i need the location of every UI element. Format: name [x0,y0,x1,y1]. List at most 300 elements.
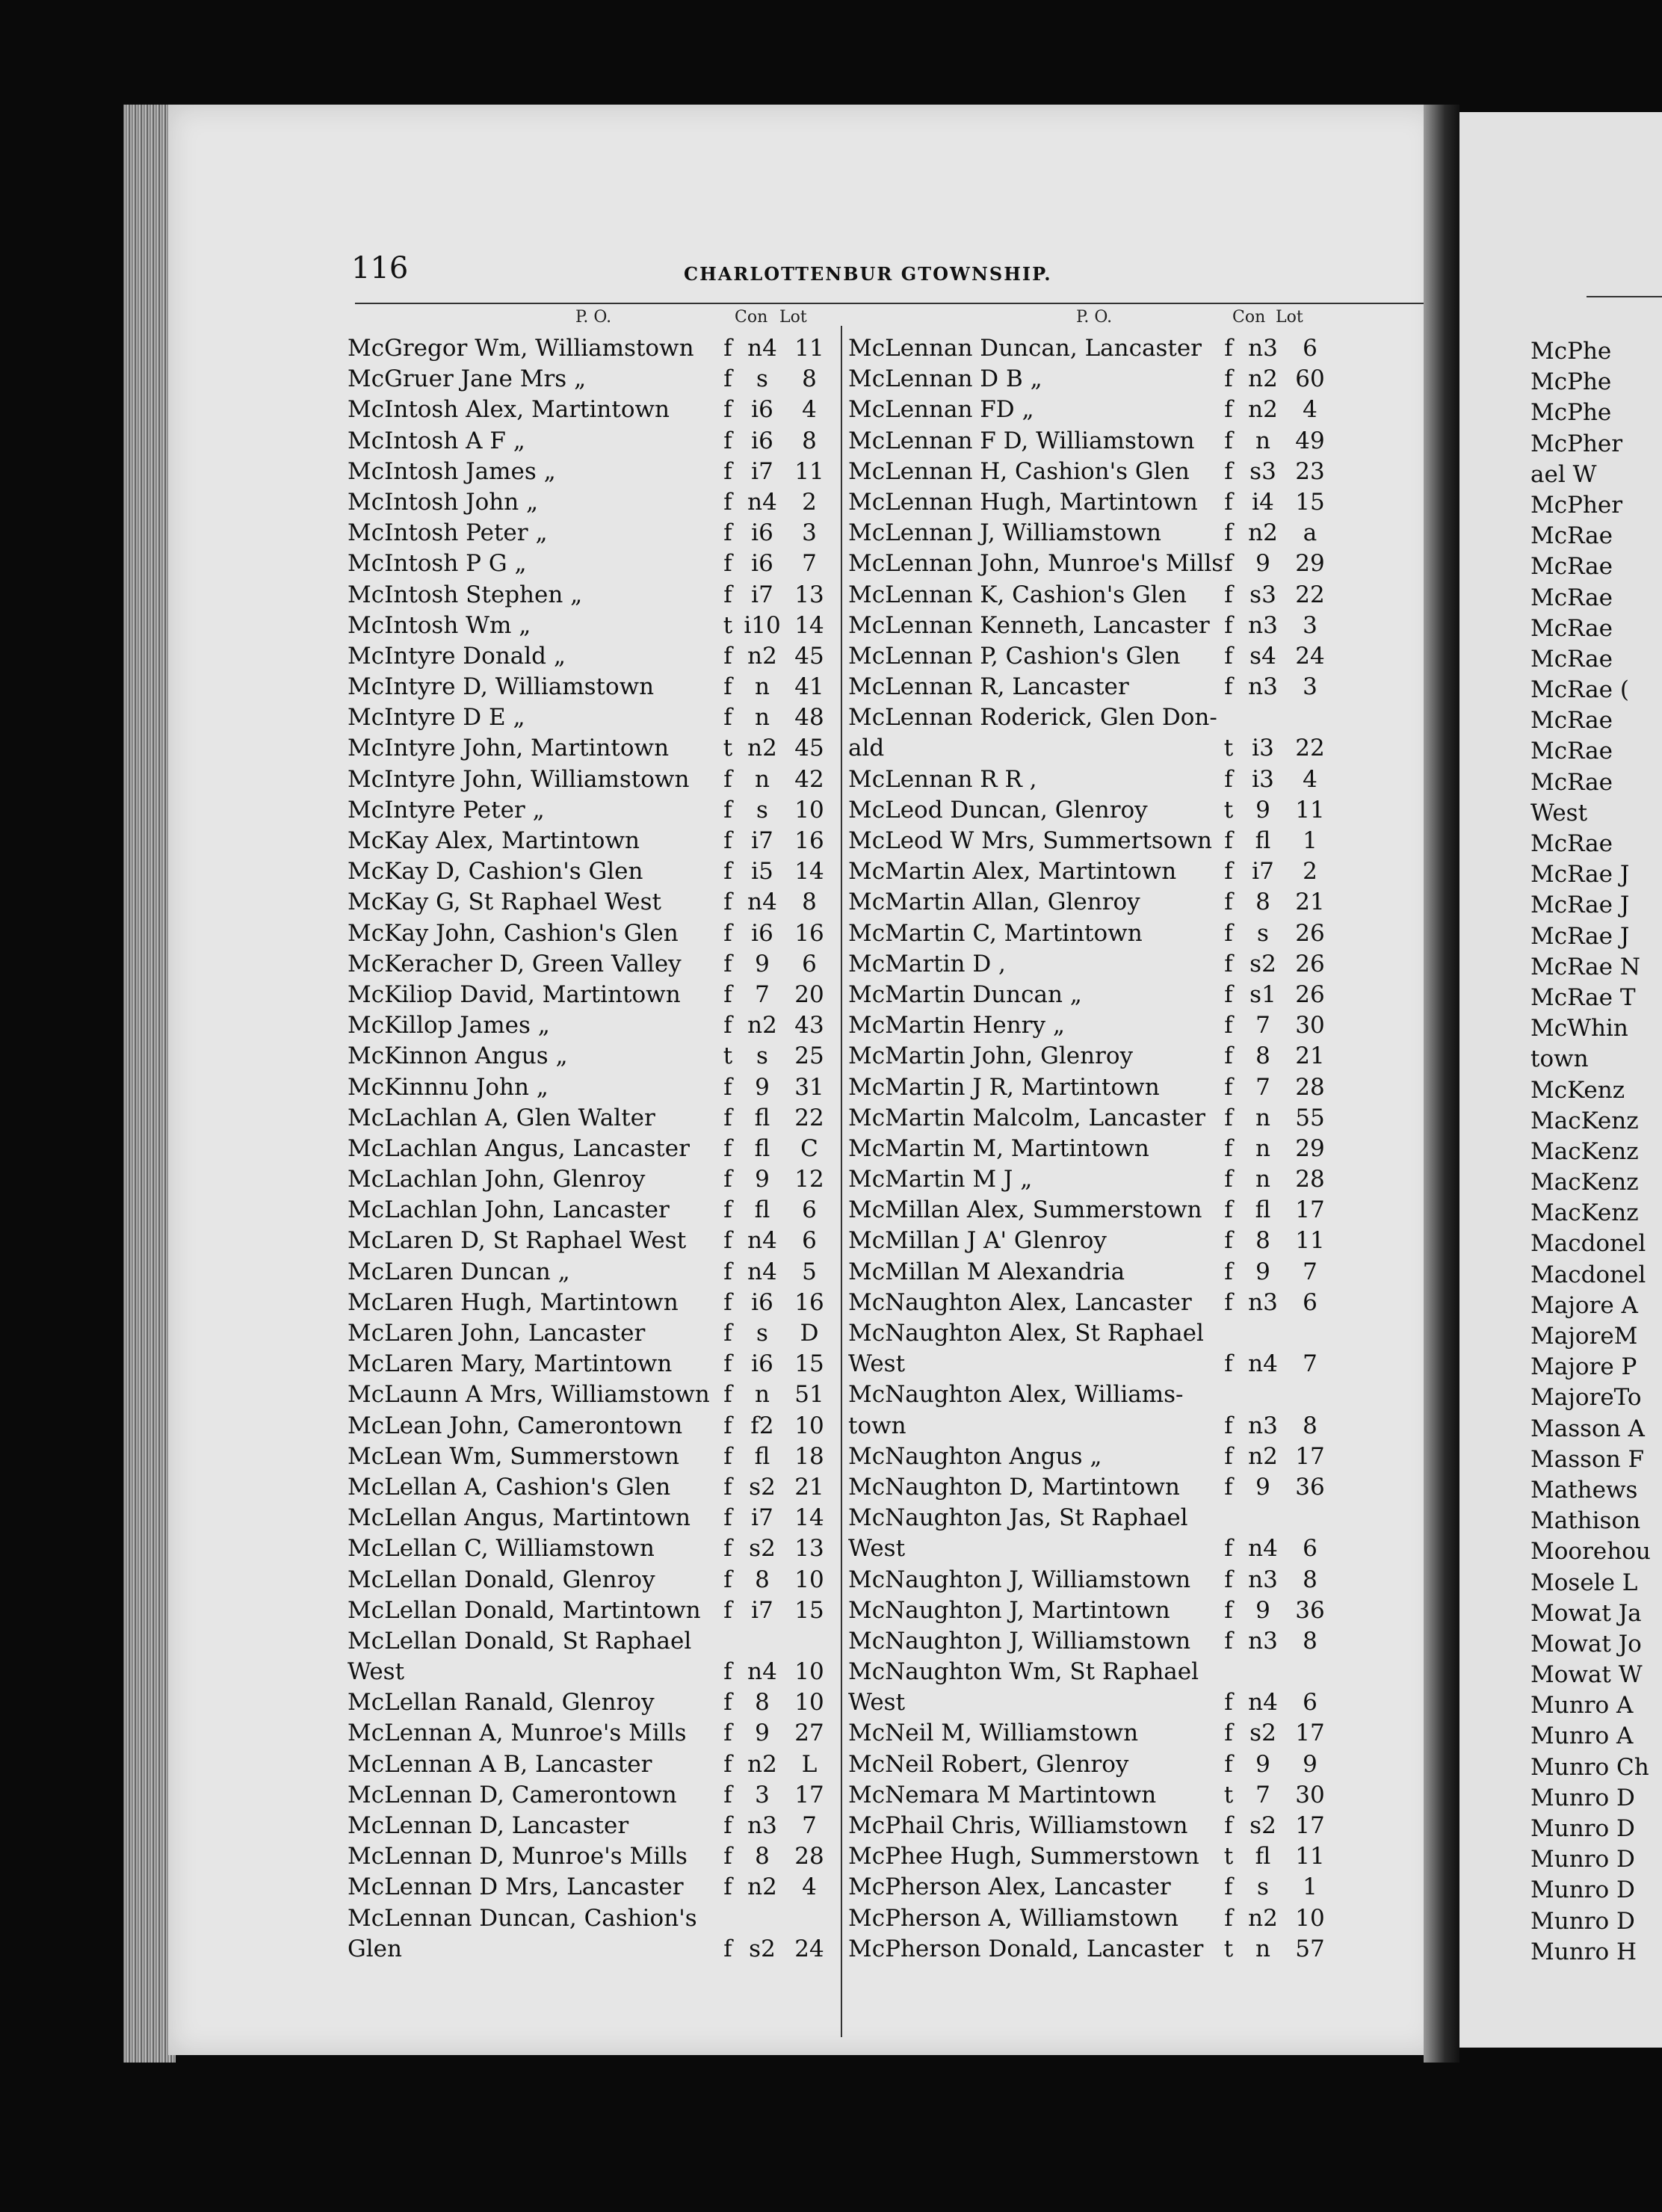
right-fragment-entry: Munro Ch [1530,1753,1649,1781]
entry-flag: f [1224,550,1233,578]
entry-flag: t [723,1042,733,1070]
entry-con: n2 [1248,519,1278,547]
entry-flag: f [723,1935,732,1962]
right-fragment-entry: McRae [1530,830,1613,857]
right-page-rule [1587,296,1662,297]
entry-lot: 4 [802,1873,817,1901]
entry-con: i7 [751,457,773,485]
entry-con: n3 [1248,611,1278,639]
entry-name: McIntosh P G „ [347,550,527,578]
entry-con: i6 [751,1288,773,1316]
entry-con: 7 [1255,1073,1270,1101]
right-fragment-entry: Munro D [1530,1815,1635,1842]
directory-entry [848,611,1334,641]
entry-name: McKay G, St Raphael West [347,889,662,916]
entry-name: McLennan A, Munroe's Mills [347,1720,687,1747]
entry-lot: 22 [794,1104,824,1131]
entry-name: McLennan FD „ [848,396,1034,424]
directory-entry [848,549,1334,579]
entry-flag: f [723,1473,732,1501]
entry-name: McMartin C, Martintown [848,919,1143,947]
entry-con: fl [1255,1843,1271,1870]
entry-flag: t [723,611,733,639]
entry-name: McIntosh James „ [347,457,556,485]
entry-flag: f [723,919,732,947]
entry-name: McGregor Wm, Williamstown [347,335,694,362]
entry-con: 8 [1255,889,1270,916]
entry-flag: f [723,335,732,362]
mid-col-header-lot: Lot [1276,308,1303,327]
entry-name: McLennan F D, Williamstown [848,427,1195,454]
entry-name: McLellan Angus, Martintown [347,1504,691,1532]
entry-con: i7 [751,581,773,608]
entry-flag: f [723,765,732,793]
directory-entry [347,733,833,764]
entry-flag: f [1224,980,1233,1008]
entry-name: McLaren Hugh, Martintown [347,1288,679,1316]
right-fragment-entry: town [1530,1045,1589,1073]
entry-name: Glen [347,1935,402,1962]
right-fragment-entry: McPhe [1530,338,1612,365]
directory-entry [848,457,1334,487]
entry-flag: f [723,1720,732,1747]
entry-name: McIntosh John „ [347,488,539,516]
entry-lot: 28 [1295,1073,1325,1101]
entry-lot: 7 [1303,1350,1317,1378]
entry-name: West [848,1535,906,1563]
entry-lot: 48 [794,704,824,732]
entry-name: McPherson Donald, Lancaster [848,1935,1204,1962]
directory-entry [347,856,833,887]
entry-lot: 17 [794,1781,824,1808]
entry-name: McLennan R, Lancaster [848,673,1129,701]
directory-entry [848,333,1334,364]
directory-entry [347,1164,833,1195]
entry-name: McKinnon Angus „ [347,1042,568,1070]
book-gutter [1424,105,1459,2063]
entry-flag: f [723,1227,732,1255]
entry-flag: f [723,396,732,424]
entry-con: n4 [747,488,777,516]
entry-flag: f [1224,1627,1233,1655]
entry-con: 8 [755,1566,770,1593]
entry-lot: 15 [794,1596,824,1624]
entry-con: n4 [747,1227,777,1255]
entry-flag: f [1224,1750,1233,1778]
entry-flag: f [1224,427,1233,454]
entry-lot: 7 [1303,1258,1317,1285]
entry-name: McIntyre John, Williamstown [347,765,690,793]
entry-lot: 14 [794,611,824,639]
entry-con: 9 [755,950,770,977]
entry-name: McLennan K, Cashion's Glen [848,581,1187,608]
entry-name: McLellan Donald, Glenroy [347,1566,655,1593]
directory-entry [848,1226,1334,1256]
directory-entry [347,1687,833,1718]
entry-lot: 16 [794,827,824,854]
entry-name: McLachlan Angus, Lancaster [347,1134,690,1162]
entry-con: n3 [1248,1288,1278,1316]
page-number: 116 [351,251,409,285]
right-fragment-entry: McRae [1530,584,1613,611]
entry-lot: 36 [1295,1596,1325,1624]
entry-con: n3 [1248,1627,1278,1655]
right-fragment-entry: Mowat W [1530,1661,1643,1689]
directory-entry [347,333,833,364]
entry-name: McKeracher D, Green Valley [347,950,682,977]
entry-flag: f [723,1288,732,1316]
right-fragment-entry: McRae J [1530,892,1630,919]
entry-con: s [756,1042,768,1070]
directory-entry [848,1318,1334,1349]
entry-lot: 4 [802,396,817,424]
entry-con: s2 [749,1535,776,1563]
directory-entry [848,856,1334,887]
entry-con: s [756,796,768,824]
entry-con: n4 [747,1258,777,1285]
entry-lot: 27 [794,1720,824,1747]
entry-name: McMartin Duncan „ [848,980,1082,1008]
directory-entry [848,764,1334,795]
directory-entry [848,795,1334,826]
entry-flag: f [1224,765,1233,793]
entry-name: McNaughton J, Williamstown [848,1566,1191,1593]
right-fragment-entry: Moorehou [1530,1538,1651,1566]
entry-name: McPherson A, Williamstown [848,1904,1178,1932]
entry-con: n2 [747,1012,777,1039]
entry-flag: f [1224,1042,1233,1070]
entry-flag: f [723,1596,732,1624]
right-fragment-entry: Majore P [1530,1353,1637,1381]
entry-flag: f [723,1442,732,1470]
right-fragment-entry: McRae [1530,553,1613,581]
directory-entry [848,364,1334,395]
entry-con: 8 [1255,1227,1270,1255]
entry-flag: t [1223,1843,1234,1870]
entry-lot: 21 [1295,889,1325,916]
entry-name: McLaren D, St Raphael West [347,1227,687,1255]
header-rule [355,303,1468,304]
directory-entry [848,1565,1334,1595]
entry-con: i7 [751,1504,773,1532]
entry-lot: 26 [1295,980,1325,1008]
right-column [1459,336,1651,1968]
entry-lot: 10 [794,1412,824,1439]
directory-entry [347,364,833,395]
entry-lot: 7 [802,1812,817,1839]
entry-con: n4 [1248,1689,1278,1717]
entry-con: fl [754,1196,770,1224]
entry-con: i6 [751,550,773,578]
entry-flag: f [723,796,732,824]
directory-entry [848,980,1334,1010]
entry-lot: 15 [794,1350,824,1378]
directory-entry [347,1349,833,1380]
entry-name: McPhee Hugh, Summerstown [848,1843,1199,1870]
entry-lot: 2 [1303,858,1317,886]
entry-con: i6 [751,1350,773,1378]
entry-con: fl [1255,1196,1271,1224]
entry-lot: 7 [802,550,817,578]
entry-lot: 45 [794,642,824,670]
entry-lot: 21 [1295,1042,1325,1070]
entry-lot: 3 [1303,611,1317,639]
entry-flag: f [1224,611,1233,639]
entry-flag: f [1224,1350,1233,1378]
directory-entry [848,1288,1334,1318]
right-fragment-entry: Mathews [1530,1476,1638,1504]
entry-con: n2 [1248,1904,1278,1932]
entry-con: n [1255,1104,1270,1131]
entry-con: n4 [1248,1535,1278,1563]
directory-entry [347,426,833,457]
entry-lot: 6 [1303,1689,1317,1717]
entry-lot: 4 [1303,396,1317,424]
entry-name: McMartin D , [848,950,1006,977]
directory-entry [347,580,833,611]
entry-flag: f [723,1073,732,1101]
entry-con: s2 [1249,1720,1276,1747]
right-fragment-entry: McPhe [1530,368,1612,396]
entry-con: 8 [1255,1042,1270,1070]
entry-name: McNaughton Jas, St Raphael [848,1504,1188,1532]
entry-lot: 22 [1295,581,1325,608]
entry-flag: f [723,1843,732,1870]
right-fragment-entry: Munro D [1530,1846,1635,1873]
entry-flag: f [1224,827,1233,854]
entry-name: McNaughton Alex, St Raphael [848,1320,1204,1347]
entry-con: s2 [749,1935,776,1962]
entry-lot: 3 [1303,673,1317,701]
entry-lot: 8 [1303,1412,1317,1439]
entry-flag: f [1224,396,1233,424]
right-fragment-entry: McRae [1530,738,1613,765]
entry-flag: t [1223,1781,1234,1808]
entry-flag: f [1224,919,1233,947]
entry-name: McNeil M, Williamstown [848,1720,1139,1747]
entry-name: McLennan P, Cashion's Glen [848,642,1181,670]
entry-con: n [755,673,770,701]
entry-name: McLennan D, Camerontown [347,1781,677,1808]
directory-entry [347,1780,833,1811]
entry-lot: 8 [1303,1566,1317,1593]
entry-lot: 55 [1295,1104,1325,1131]
right-fragment-entry: MacKenz [1530,1137,1639,1165]
entry-flag: f [723,427,732,454]
left-column [347,333,833,1965]
directory-entry [848,1841,1334,1872]
directory-entry [848,1595,1334,1626]
entry-flag: t [1223,1935,1234,1962]
directory-entry [848,426,1334,457]
entry-con: s1 [1249,980,1276,1008]
directory-entry [848,1411,1334,1442]
directory-entry [347,1442,833,1472]
entry-con: f2 [750,1412,774,1439]
entry-con: 9 [1255,1258,1270,1285]
entry-con: i6 [751,919,773,947]
entry-name: McMartin Malcolm, Lancaster [848,1104,1205,1131]
entry-lot: 2 [802,488,817,516]
right-fragment-entry: Mathison [1530,1507,1641,1535]
entry-flag: f [723,1812,732,1839]
directory-entry [848,1811,1334,1841]
entry-con: n3 [1248,673,1278,701]
directory-entry [347,487,833,518]
entry-con: n [755,704,770,732]
entry-flag: f [723,1381,732,1409]
entry-con: n [1255,1166,1270,1193]
entry-con: 7 [755,980,770,1008]
directory-entry [347,826,833,856]
entry-flag: f [1224,1258,1233,1285]
entry-flag: f [1224,1720,1233,1747]
entry-name: McLennan Duncan, Cashion's [347,1904,697,1932]
directory-entry [347,1934,833,1965]
directory-entry [347,1472,833,1503]
directory-entry [347,1811,833,1841]
entry-lot: 30 [1295,1012,1325,1039]
entry-name: McLennan D Mrs, Lancaster [347,1873,684,1901]
entry-flag: f [1224,889,1233,916]
right-fragment-entry: McRae [1530,707,1613,735]
entry-flag: f [1224,457,1233,485]
entry-flag: f [1224,1196,1233,1224]
entry-name: McLachlan John, Lancaster [347,1196,670,1224]
entry-con: i6 [751,396,773,424]
entry-flag: f [1224,1689,1233,1717]
directory-entry [848,918,1334,949]
entry-name: McLennan D, Munroe's Mills [347,1843,688,1870]
entry-flag: f [723,950,732,977]
right-fragment-entry: MacKenz [1530,1199,1639,1227]
entry-flag: f [723,488,732,516]
left-col-header-po: P. O. [575,308,612,327]
right-fragment-entry: McWhin [1530,1015,1628,1042]
directory-entry [347,1041,833,1072]
directory-entry [848,887,1334,918]
entry-name: McLean John, Camerontown [347,1412,683,1439]
right-fragment-entry: MajoreTo [1530,1384,1642,1412]
directory-entry [347,549,833,579]
entry-flag: f [1224,1104,1233,1131]
entry-lot: 26 [1295,919,1325,947]
directory-entry [347,1380,833,1410]
directory-entry [347,518,833,549]
directory-entry [347,1565,833,1595]
entry-flag: t [1223,796,1234,824]
directory-entry [848,1134,1334,1164]
entry-name: McLellan Donald, St Raphael [347,1627,692,1655]
entry-name: McLennan Hugh, Martintown [848,488,1198,516]
entry-con: i6 [751,427,773,454]
directory-entry [848,1257,1334,1288]
entry-name: McIntyre D, Williamstown [347,673,655,701]
directory-entry [848,395,1334,425]
directory-entry [848,1533,1334,1564]
entry-flag: f [723,1535,732,1563]
entry-name: McLennan R R , [848,765,1037,793]
directory-entry [347,702,833,733]
directory-entry [848,949,1334,980]
entry-name: McNaughton Alex, Williams- [848,1381,1184,1409]
entry-lot: 8 [802,889,817,916]
directory-entry [848,1934,1334,1965]
entry-name: McLean Wm, Summerstown [347,1442,679,1470]
entry-lot: 31 [794,1073,824,1101]
entry-flag: f [723,1166,732,1193]
entry-name: McLellan A, Cashion's Glen [347,1473,671,1501]
left-col-header-lot: Lot [779,308,807,327]
directory-entry [347,980,833,1010]
entry-lot: 28 [794,1843,824,1870]
entry-name: McLennan John, Munroe's Mills [848,550,1224,578]
entry-name: McLellan Ranald, Glenroy [347,1689,655,1717]
right-fragment-entry: MajoreM [1530,1323,1638,1350]
entry-lot: D [800,1320,819,1347]
entry-lot: 22 [1295,735,1325,762]
entry-name: McIntyre Donald „ [347,642,566,670]
directory-entry [848,1472,1334,1503]
entry-name: West [848,1689,906,1717]
entry-con: n4 [747,335,777,362]
entry-lot: 18 [794,1442,824,1470]
entry-flag: t [723,735,733,762]
entry-name: McKay John, Cashion's Glen [347,919,679,947]
entry-name: McLachlan A, Glen Walter [347,1104,655,1131]
entry-flag: f [1224,1904,1233,1932]
directory-entry [347,1626,833,1657]
entry-flag: f [723,1012,732,1039]
directory-entry [848,487,1334,518]
entry-flag: f [723,1196,732,1224]
entry-flag: f [723,581,732,608]
directory-entry [848,1349,1334,1380]
directory-entry [347,672,833,702]
entry-flag: f [1224,1473,1233,1501]
directory-entry [347,611,833,641]
entry-name: McMartin M J „ [848,1166,1033,1193]
entry-con: n [1255,1134,1270,1162]
entry-flag: f [723,1134,732,1162]
entry-con: 9 [755,1166,770,1193]
entry-lot: 15 [1295,488,1325,516]
right-fragment-entry: Mosele L [1530,1569,1638,1596]
directory-entry [347,1103,833,1134]
entry-con: n3 [1248,1566,1278,1593]
directory-entry [848,1041,1334,1072]
entry-name: McLennan D, Lancaster [347,1812,629,1839]
directory-entry [347,795,833,826]
directory-entry [347,1134,833,1164]
entry-con: n2 [1248,365,1278,393]
right-fragment-entry: Mowat Jo [1530,1630,1642,1658]
entry-con: fl [1255,827,1271,854]
entry-con: n [1255,427,1270,454]
entry-lot: 11 [1295,1227,1325,1255]
entry-flag: f [723,642,732,670]
entry-name: McNaughton J, Martintown [848,1596,1170,1624]
entry-lot: 1 [1303,1873,1317,1901]
entry-name: McNaughton Wm, St Raphael [848,1658,1199,1686]
entry-name: McNaughton D, Martintown [848,1473,1180,1501]
entry-flag: f [723,827,732,854]
entry-flag: f [1224,1596,1233,1624]
entry-name: McIntosh A F „ [347,427,525,454]
entry-flag: f [723,1258,732,1285]
entry-con: 9 [755,1720,770,1747]
entry-con: 9 [1255,1473,1270,1501]
